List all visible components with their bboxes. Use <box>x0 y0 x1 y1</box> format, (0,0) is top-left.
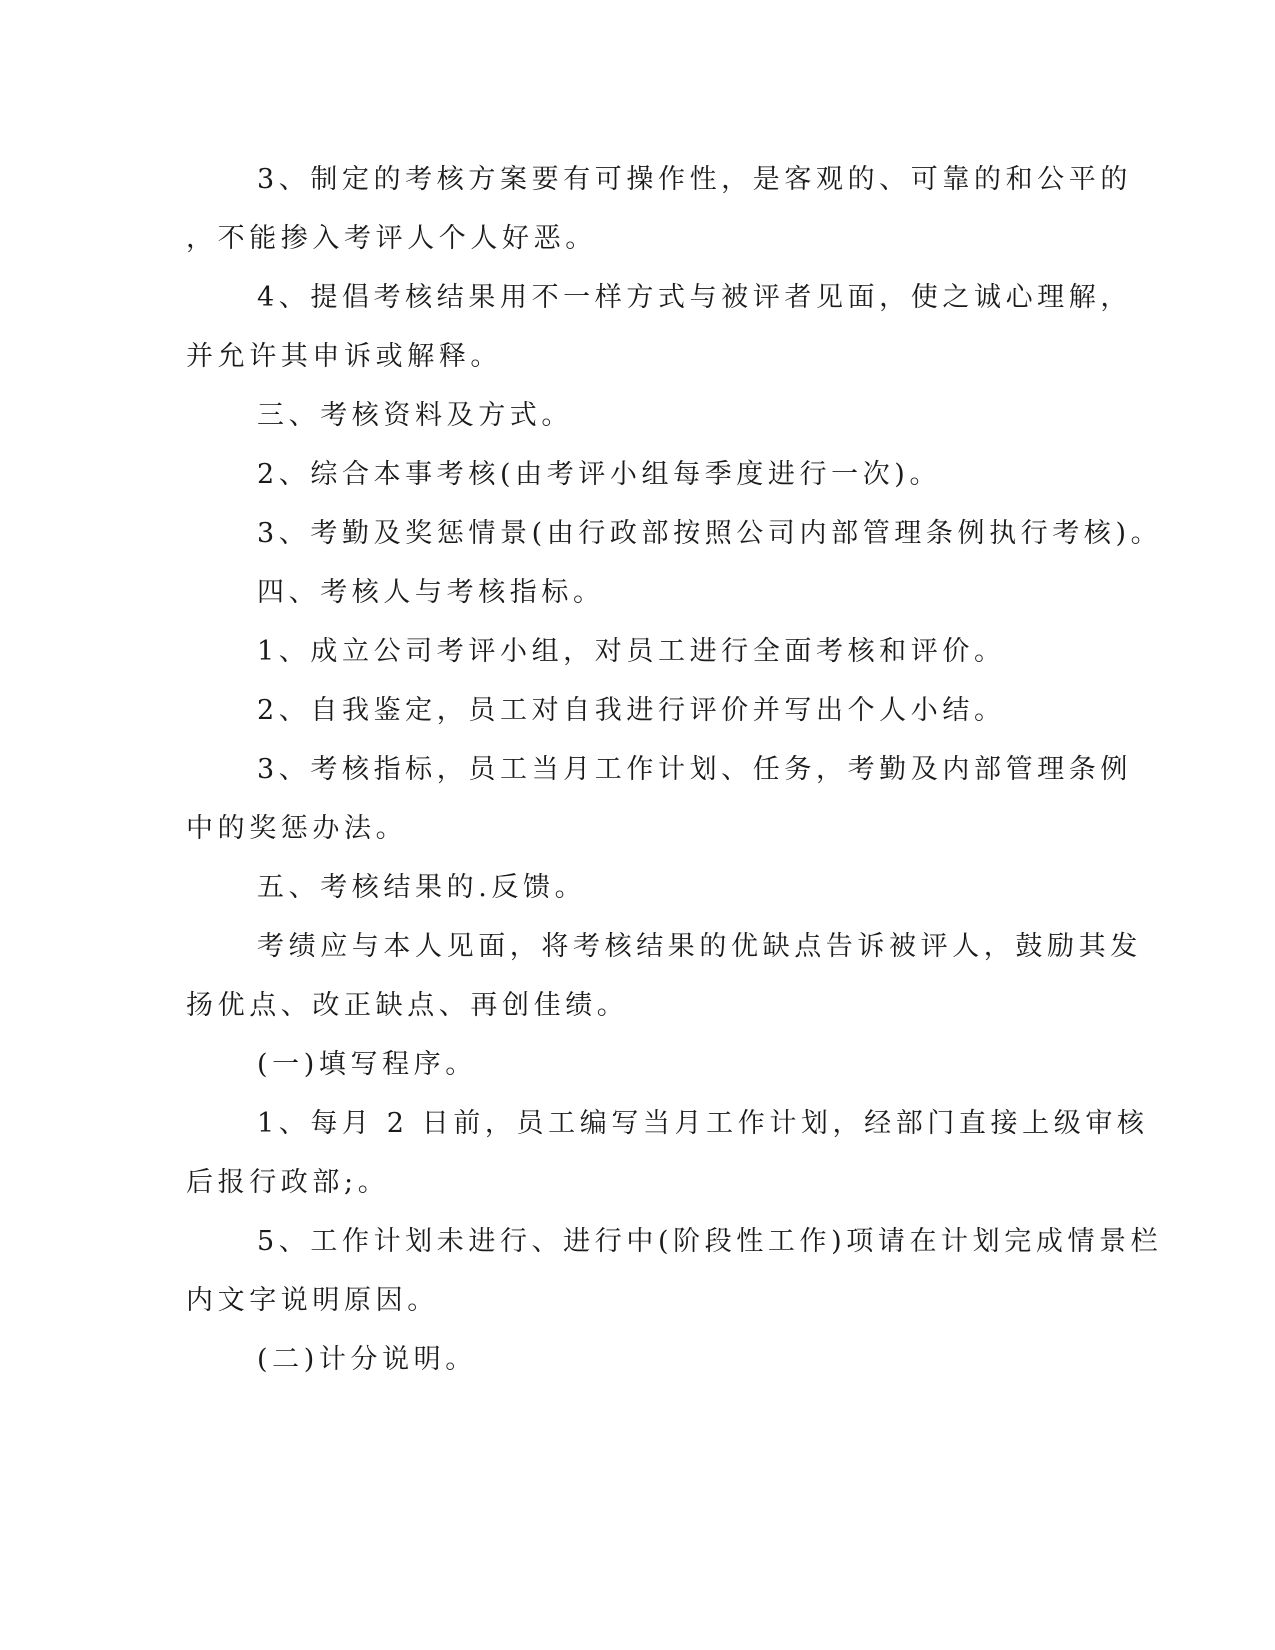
paragraph-line: 考绩应与本人见面，将考核结果的优缺点告诉被评人，鼓励其发 <box>257 931 1142 962</box>
paragraph-line: 1、每月 2 日前，员工编写当月工作计划，经部门直接上级审核 <box>257 1108 1149 1139</box>
paragraph-line: ，不能掺入考评人个人好恶。 <box>186 223 597 254</box>
paragraph-line: 3、制定的考核方案要有可操作性，是客观的、可靠的和公平的 <box>257 164 1132 195</box>
paragraph-line: 4、提倡考核结果用不一样方式与被评者见面，使之诚心理解， <box>257 282 1132 313</box>
paragraph-line: 5、工作计划未进行、进行中(阶段性工作)项请在计划完成情景栏 <box>257 1226 1163 1257</box>
paragraph-line: 2、自我鉴定，员工对自我进行评价并写出个人小结。 <box>257 695 1006 726</box>
paragraph-line: 并允许其申诉或解释。 <box>186 341 502 372</box>
subsection-heading: (二)计分说明。 <box>257 1344 477 1375</box>
paragraph-line: 后报行政部;。 <box>186 1167 390 1198</box>
paragraph-line: 中的奖惩办法。 <box>186 813 408 844</box>
section-heading: 五、考核结果的.反馈。 <box>257 872 587 903</box>
paragraph-line: 1、成立公司考评小组，对员工进行全面考核和评价。 <box>257 636 1006 667</box>
section-heading: 四、考核人与考核指标。 <box>257 577 605 608</box>
paragraph-line: 2、综合本事考核(由考评小组每季度进行一次)。 <box>257 459 942 490</box>
subsection-heading: (一)填写程序。 <box>257 1049 477 1080</box>
paragraph-line: 扬优点、改正缺点、再创佳绩。 <box>186 990 629 1021</box>
section-heading: 三、考核资料及方式。 <box>257 400 573 431</box>
paragraph-line: 3、考勤及奖惩情景(由行政部按照公司内部管理条例执行考核)。 <box>257 518 1163 549</box>
paragraph-line: 内文字说明原因。 <box>186 1285 439 1316</box>
paragraph-line: 3、考核指标，员工当月工作计划、任务，考勤及内部管理条例 <box>257 754 1132 785</box>
